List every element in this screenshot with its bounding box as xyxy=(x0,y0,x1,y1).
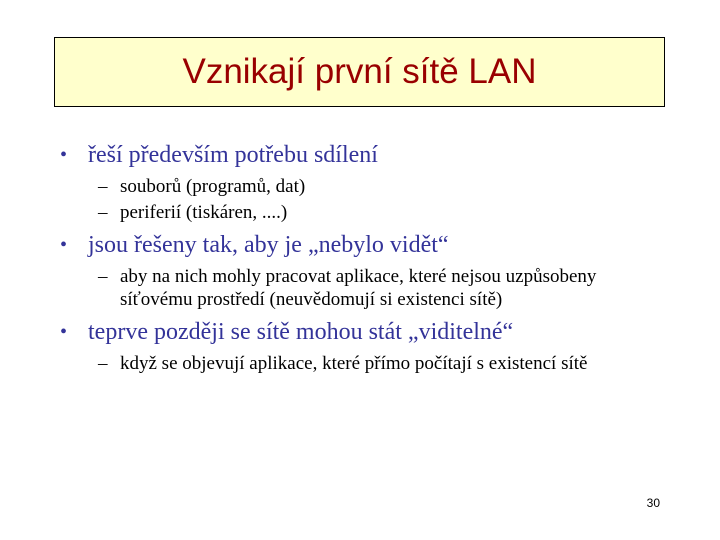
dash-icon: – xyxy=(98,266,108,287)
page-number: 30 xyxy=(646,496,660,510)
slide-title: Vznikají první sítě LAN xyxy=(182,52,537,91)
sub-point-3-1 xyxy=(60,352,660,375)
sub-point-1-1 xyxy=(60,175,660,198)
bullet-point-3 xyxy=(60,317,660,347)
sub-point-text: souborů (programů, dat) xyxy=(120,176,306,197)
sub-point-text: periferií (tiskáren, ....) xyxy=(120,202,288,223)
bullet-icon: • xyxy=(60,234,68,256)
dash-icon: – xyxy=(98,202,108,223)
bullet-text: jsou řešeny tak, aby je „nebylo vidět“ xyxy=(88,232,449,258)
bullet-list xyxy=(60,134,660,378)
bullet-icon: • xyxy=(60,321,68,343)
sub-point-text: aby na nich mohly pracovat aplikace, které nejsou uzpůsobeny síťovému prostředí (neuvědomují si existenci sítě) xyxy=(120,266,597,310)
dash-icon: – xyxy=(98,353,108,374)
dash-icon: – xyxy=(98,176,108,197)
sub-point-2-1 xyxy=(60,265,660,311)
bullet-point-1 xyxy=(60,140,660,170)
bullet-icon: • xyxy=(60,144,68,166)
sub-point-text: když se objevují aplikace, které přímo počítají s existencí sítě xyxy=(120,353,588,374)
bullet-point-2 xyxy=(60,230,660,260)
bullet-text: teprve později se sítě mohou stát „viditelné“ xyxy=(88,319,514,345)
bullet-text: řeší především potřebu sdílení xyxy=(88,142,378,168)
title-box xyxy=(54,37,665,107)
sub-point-1-2 xyxy=(60,201,660,224)
